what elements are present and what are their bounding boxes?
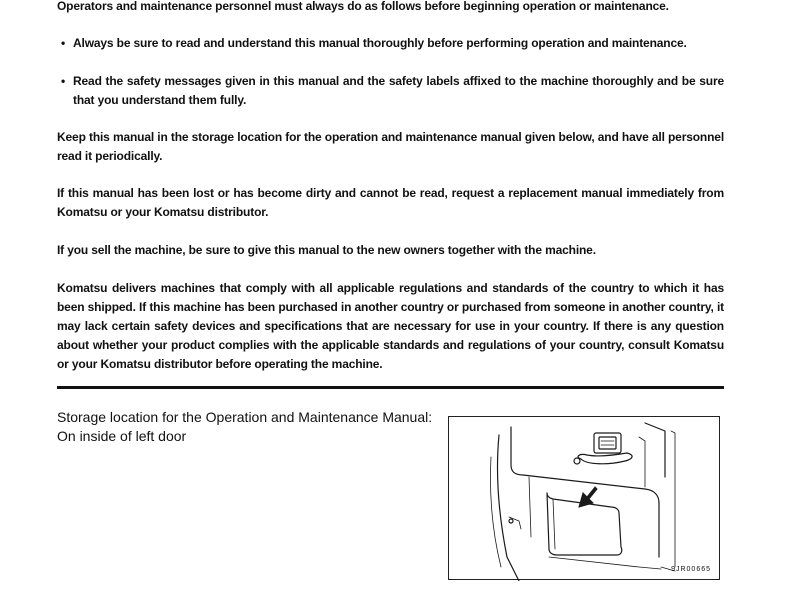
compliance-paragraph: Komatsu delivers machines that comply with all applicable regulations and standards of the country to which it has been shipped. If this machine has been purchased in another country or purchased from someone in another country, it may lack certain safety devices and specifications that are necessary for use in your country. If there is any question about whether your product complies with the applicable standards and regulations of your country, consult Komatsu or your Komatsu distributor before operating the machine.	[57, 281, 724, 371]
door-illustration-figure	[448, 416, 720, 580]
figure-id: 9JR00665	[671, 566, 711, 573]
bullet-text: Read the safety messages given in this manual and the safety labels affixed to the machine thoroughly and be sure that you understand them fully.	[73, 74, 724, 107]
intro-paragraph: Operators and maintenance personnel must always do as follows before beginning operation or maintenance.	[57, 0, 669, 13]
insert-arrow-icon	[579, 487, 597, 507]
bullet-dot: •	[61, 74, 66, 88]
door-manual-pocket-illustration	[449, 417, 721, 581]
section-divider	[57, 386, 724, 389]
storage-location-title: Storage location for the Operation and Maintenance Manual:	[57, 409, 433, 425]
sell-machine-paragraph: If you sell the machine, be sure to give this manual to the new owners together with the machine.	[57, 243, 596, 257]
lost-manual-paragraph: If this manual has been lost or has become dirty and cannot be read, request a replacement manual immediately from Komatsu or your Komatsu distributor.	[57, 186, 724, 219]
bullet-dot: •	[61, 36, 66, 50]
bullet-text: Always be sure to read and understand this manual thoroughly before performing operation and maintenance.	[73, 36, 687, 50]
bullet-item-safety-messages	[61, 72, 724, 110]
bullet-item-read-manual	[61, 34, 724, 53]
storage-location-value: On inside of left door	[57, 428, 187, 444]
storage-location-caption	[57, 408, 432, 446]
storage-paragraph: Keep this manual in the storage location for the operation and maintenance manual given below, and have all personnel read it periodically.	[57, 130, 724, 163]
